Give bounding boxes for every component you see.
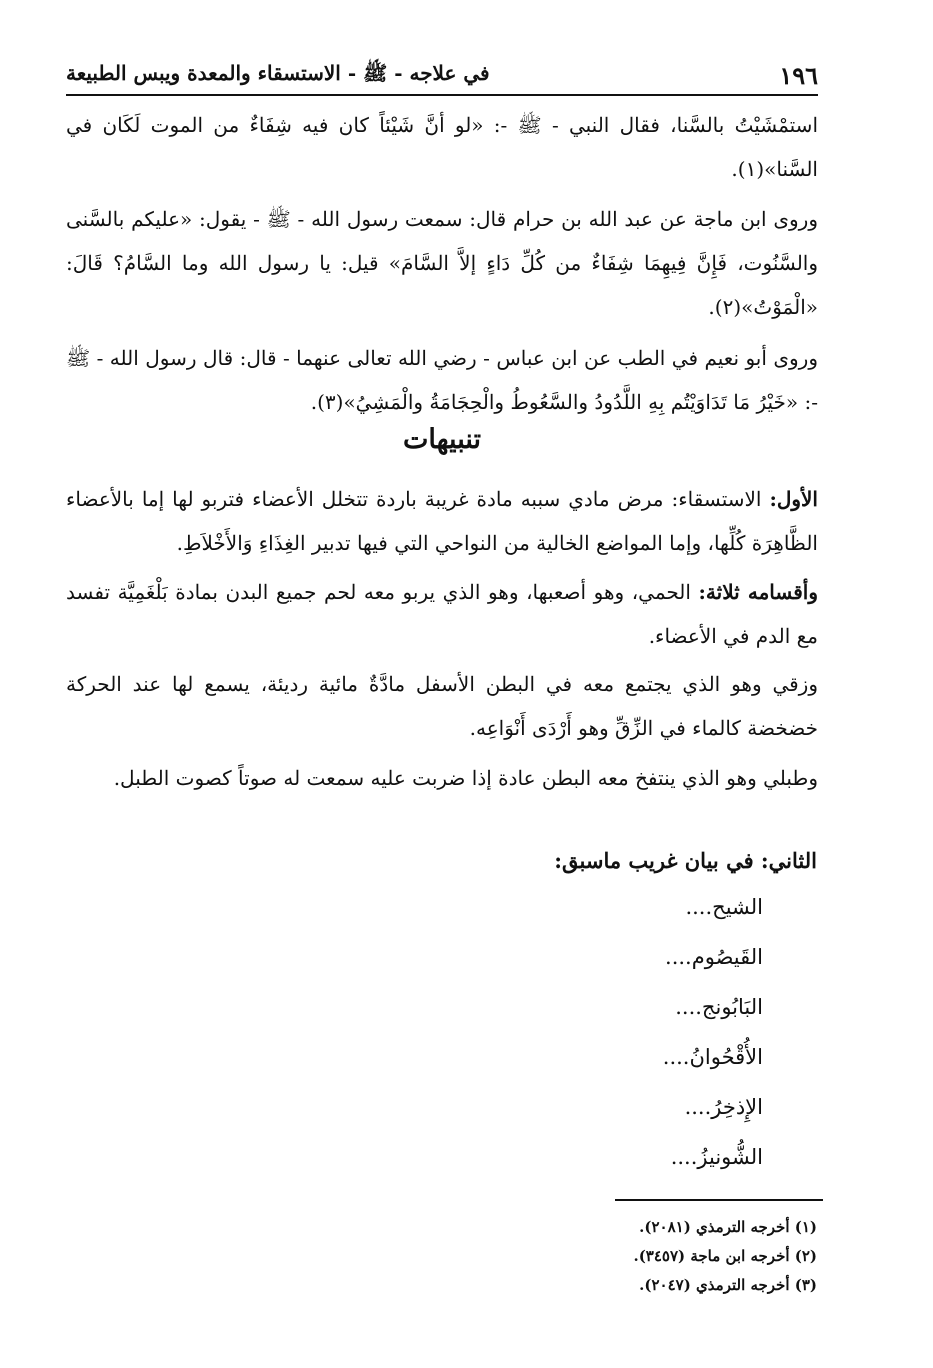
paragraph-ibn-majah: وروى ابن ماجة عن عبد الله بن حرام قال: سمعت رسول الله - ﷺ - يقول: «عليكم بالسَّنى والسَّنُوت، فَإِنَّ فِيهِمَا شِفَاءٌ من كُلِّ دَاءٍ إلاَّ السَّامَ» قيل: يا رسول الله وما السَّامُ؟ قَالَ: «الْمَوْتُ»(٢). xyxy=(66,207,819,319)
footnote: (٢) أخرجه ابن ماجة (٣٤٥٧). xyxy=(633,1247,817,1265)
footnote: (٣) أخرجه الترمذي (٢٠٤٧). xyxy=(639,1276,817,1294)
first-note-lead: الأول: xyxy=(769,487,818,511)
term-item: الإِذخِرُ.... xyxy=(684,1095,763,1119)
section-heading: تنبيهات xyxy=(402,424,482,455)
footnote: (١) أخرجه الترمذي (٢٠٨١). xyxy=(639,1218,817,1236)
term-item: الشُّونيزُ.... xyxy=(670,1145,763,1169)
divisions-text: الحمي، وهو أصعبها، وهو الذي يربو معه لحم جميع البدن بمادة بَلْغَمِيَّة تفسد مع الدم في الأعضاء. xyxy=(66,580,818,648)
divisions-lead: وأقسامه ثلاثة: xyxy=(698,580,818,604)
footnote-rule xyxy=(615,1199,823,1201)
paragraph-sana: استمْشَيْتُ بالسَّنا، فقال النبي - ﷺ -: «لو أنَّ شَيْئاً كان فيه شِفَاءٌ من الموت لَكَان في السَّنا»(١). xyxy=(66,113,818,181)
paragraph-zaqqi: وزقي وهو الذي يجتمع معه في البطن الأسفل مادَّةٌ مائية رديئة، يسمع لها عند الحركة خضخضة كالماء في الزِّقِّ وهو أَرْدَى أَنْوَاعِه. xyxy=(66,672,818,740)
page-header xyxy=(66,42,818,90)
header-rule xyxy=(66,94,818,96)
page-number: ١٩٦ xyxy=(779,61,818,90)
term-item: القَيصُوم.... xyxy=(665,945,763,969)
paragraph-abu-nuaym: وروى أبو نعيم في الطب عن ابن عباس - رضي الله تعالى عنهما - قال: قال رسول الله - ﷺ -: «خَيْرُ مَا تَدَاوَيْتُم بِهِ اللَّدُودُ والسَّعُوطُ والْحِجَامَةُ والْمَشِيُ»(٣). xyxy=(66,346,818,414)
paragraph-tabli: وطبلي وهو الذي ينتفخ معه البطن عادة إذا ضربت عليه سمعت له صوتاً كصوت الطبل. xyxy=(113,766,818,790)
term-item: البَابُونج.... xyxy=(675,995,763,1019)
paragraph-divisions xyxy=(66,570,818,658)
term-item: الأُقْحُوانُ.... xyxy=(662,1045,763,1069)
paragraph-first-note xyxy=(66,477,818,565)
second-note-heading: الثاني: في بيان غريب ماسبق: xyxy=(554,848,817,873)
running-head: في علاجه - ﷺ - الاستسقاء والمعدة ويبس الطبيعة xyxy=(66,61,490,85)
first-note-text: الاستسقاء: مرض مادي سببه مادة غريبة باردة تتخلل الأعضاء فتربو لها إما بالأعضاء الظَّاهِرَة كُلِّها، وإما المواضع الخالية من النواحي التي فيها تدبير الغِذَاءِ وَالأَخْلاَطِ. xyxy=(66,487,818,555)
term-item: الشيح.... xyxy=(685,895,763,919)
